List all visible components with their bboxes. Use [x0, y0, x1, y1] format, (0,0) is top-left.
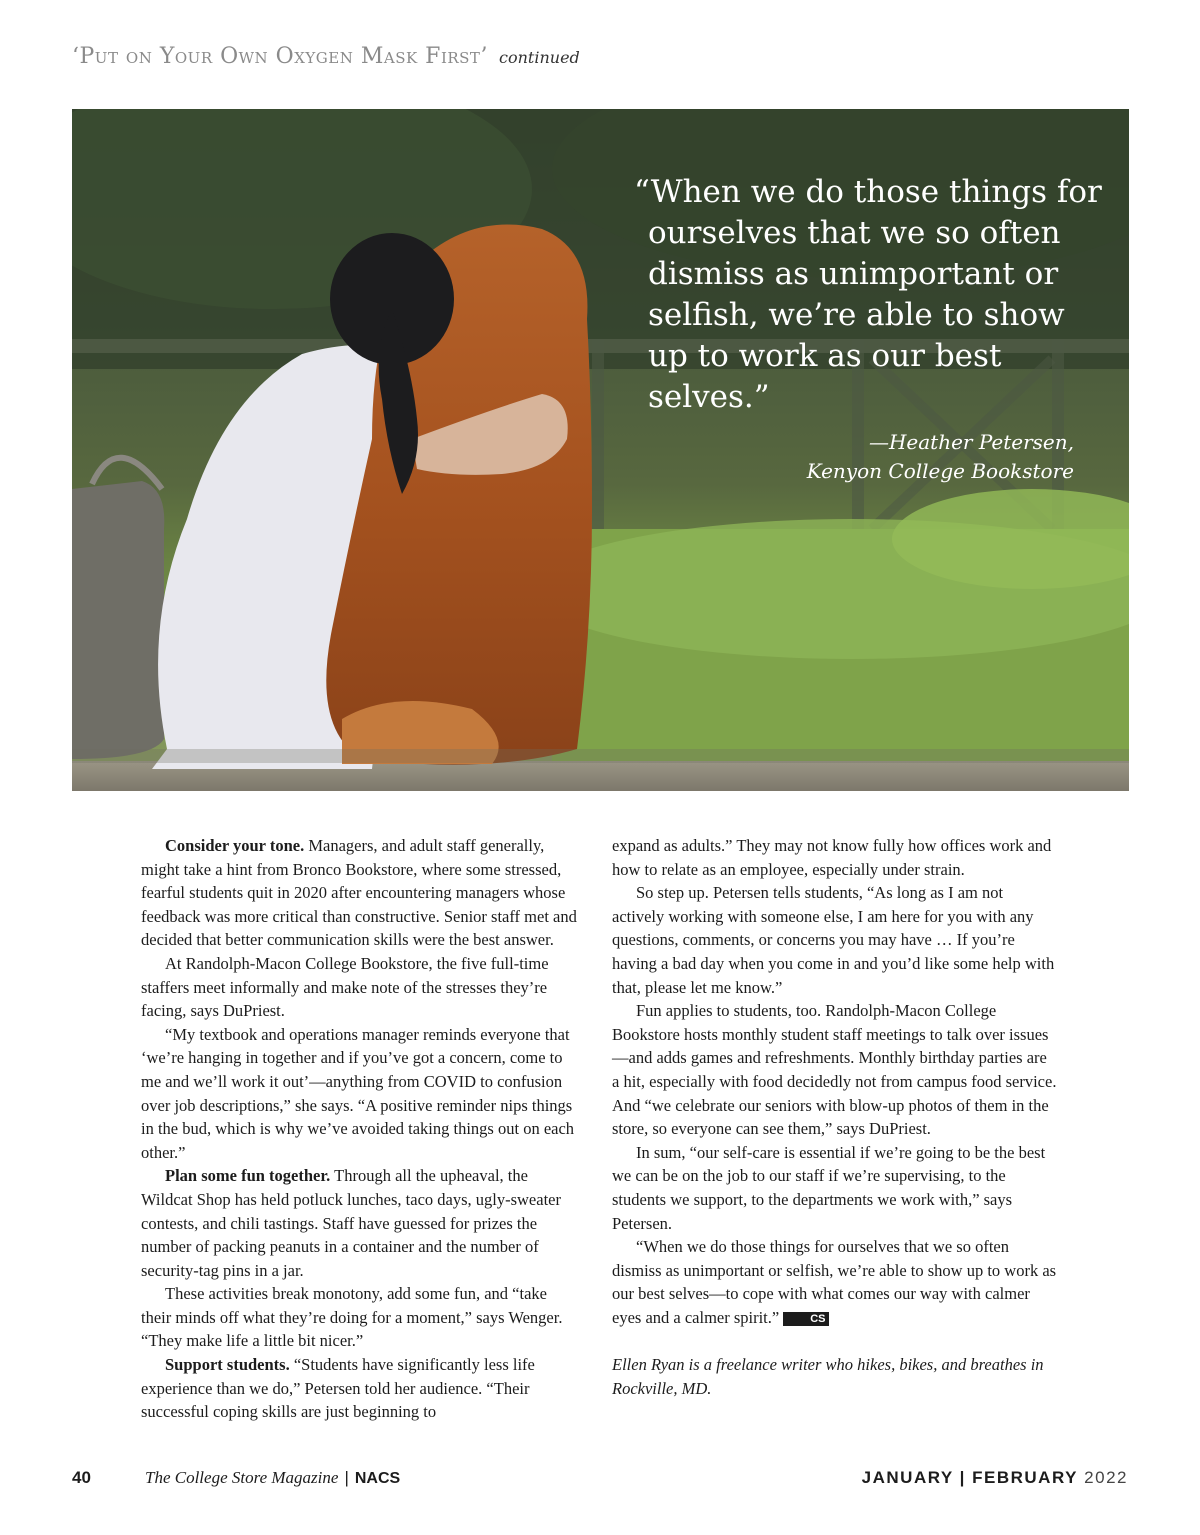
attribution-name: —Heather Petersen,: [868, 430, 1074, 454]
paragraph: So step up. Petersen tells students, “As long as I am not actively working with someone else, I am here for you with any questions, comments, or concerns you may have … If you’re having a bad day when you come in and you’d like some help with that, please let me know.”: [612, 883, 1055, 997]
paragraph: At Randolph-Macon College Bookstore, the five full-time staffers meet informally and make note of the stresses they’re facing, says DuPriest.: [141, 953, 549, 1021]
org-name: NACS: [354, 1470, 401, 1487]
page-footer: [72, 1468, 1128, 1490]
issue-year: 2022: [1084, 1468, 1128, 1487]
paragraph: [141, 1164, 581, 1282]
pull-quote-attribution: [632, 428, 1102, 486]
subhead-support-students: Support students.: [165, 1355, 290, 1375]
paragraph-text: “When we do those things for ourselves that we so often dismiss as unimportant or selfish, we’re able to show up to work as our best selves—to cope with what comes our way with calmer eyes and a calmer spirit.”: [612, 1237, 1057, 1327]
feature-photo: [72, 109, 1129, 791]
paragraph-text: Through all the upheaval, the Wildcat Shop has held potluck lunches, taco days, ugly-sweater contests, and chili tastings. Staff have guessed for prizes the number of packing peanuts in a container and the number of security-tag pins in a jar.: [141, 1166, 561, 1280]
magazine-title: The College Store Magazine: [145, 1468, 339, 1487]
issue-date: [862, 1468, 1128, 1488]
continued-label: continued: [499, 48, 580, 67]
author-byline: Ellen Ryan is a freelance writer who hikes, bikes, and breathes in Rockville, MD.: [612, 1355, 1044, 1399]
paragraph: These activities break monotony, add some fun, and “take their minds off what they’re doing for a moment,” says Wenger. “They make life a little bit nicer.”: [141, 1284, 563, 1351]
magazine-name: [145, 1468, 400, 1488]
running-head: [72, 44, 580, 69]
footer-separator: |: [344, 1468, 349, 1487]
paragraph: [141, 834, 581, 952]
article-column-right: [612, 834, 1058, 1401]
paragraph: Fun applies to students, too. Randolph-Macon College Bookstore hosts monthly student staff meetings to talk over issues—and adds games and refreshments. Monthly birthday parties are a hit, especially with food decidedly not from campus food service. And “we celebrate our seniors with blow-up photos of them in the store, so everyone can see them,” says DuPriest.: [612, 1001, 1057, 1139]
page-number: 40: [72, 1468, 91, 1487]
paragraph: In sum, “our self-care is essential if we’re going to be the best we can be on the job to our staff if we’re supervising, to the students we support, to the departments we work with,” says Petersen.: [612, 1142, 1046, 1233]
subhead-plan-fun: Plan some fun together.: [165, 1166, 331, 1186]
subhead-consider-tone: Consider your tone.: [165, 836, 305, 855]
pull-quote: [632, 172, 1102, 486]
issue-months: JANUARY | FEBRUARY: [861, 1468, 1078, 1487]
paragraph: [141, 1353, 581, 1424]
paragraph: “My textbook and operations manager reminds everyone that ‘we’re hanging in together and if you’ve got a concern, come to me and we’ll work it out’—anything from COVID to confusion over job descriptions,” she says. “A positive reminder nips things in the bud, which is why we’ve avoided taking things out on each other.”: [141, 1024, 575, 1162]
paragraph-text: Managers, and adult staff generally, might take a hint from Bronco Bookstore, where some stressed, fearful students quit in 2020 after encountering managers whose feedback was more critical than constructive. Senior staff met and decided that better communication skills were the best answer.: [141, 836, 577, 950]
attribution-affiliation: Kenyon College Bookstore: [806, 459, 1074, 483]
paragraph: [612, 1235, 1058, 1329]
article-column-left: [141, 834, 581, 1424]
end-mark-icon: CS: [783, 1312, 828, 1326]
pull-quote-text: “When we do those things for ourselves that we so often dismiss as unimportant or selfish, we’re able to show up to work as our best selves.”: [634, 174, 1102, 415]
article-title: ‘Put on Your Own Oxygen Mask First’: [72, 44, 488, 69]
paragraph-text: “Students have significantly less life experience than we do,” Petersen told her audience. “Their successful coping skills are just beginning to: [141, 1355, 535, 1422]
paragraph: expand as adults.” They may not know fully how offices work and how to relate as an employee, especially under strain.: [612, 836, 1052, 879]
